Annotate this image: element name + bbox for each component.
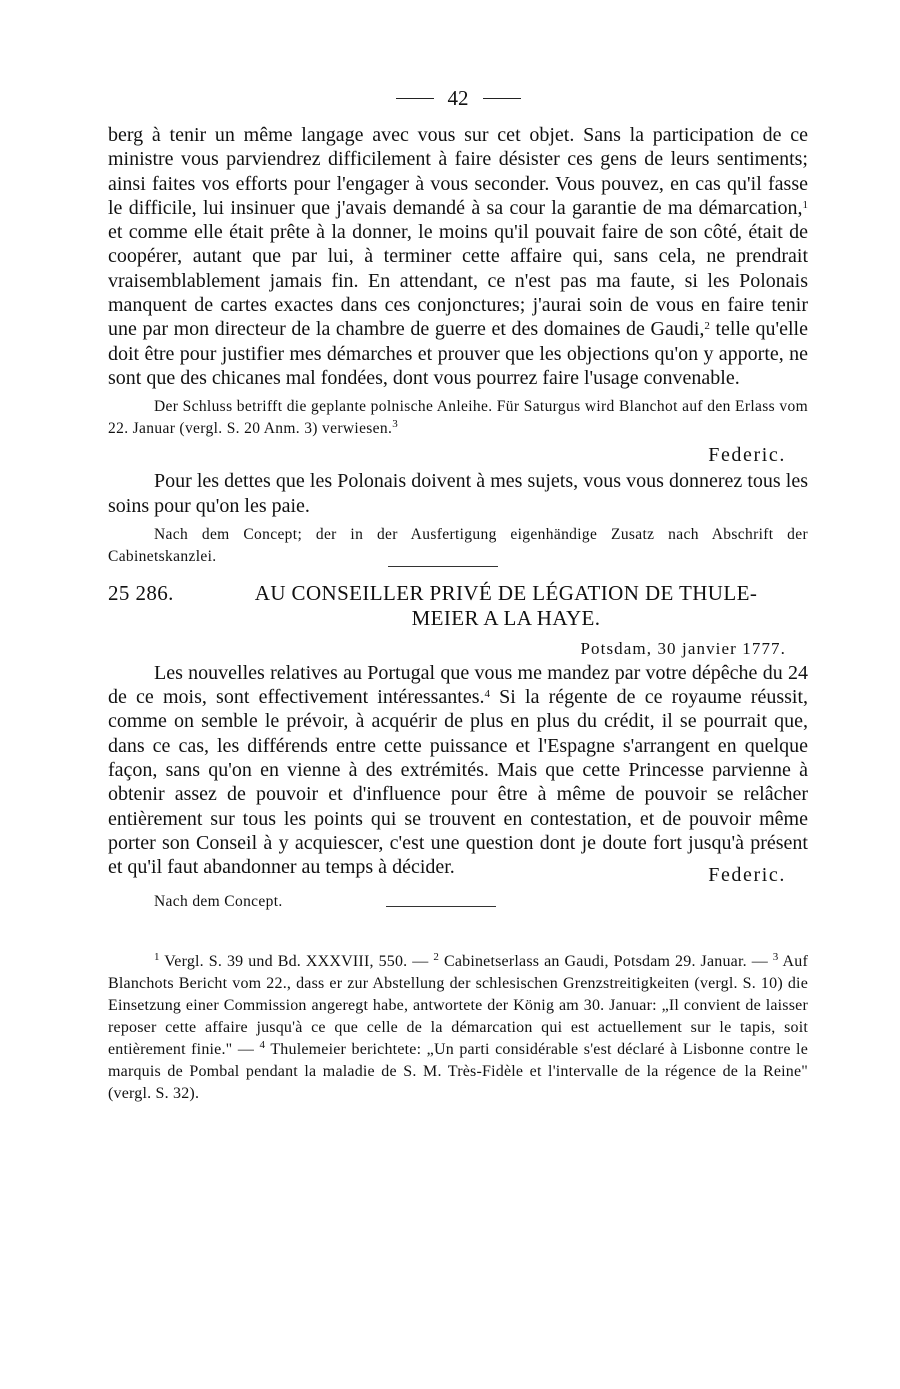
header-rule-right	[483, 98, 521, 99]
footnote-ref-4: 4	[484, 688, 490, 701]
letter-title-line1: AU CONSEILLER PRIVÉ DE LÉGATION DE THULE-	[254, 580, 758, 605]
footnotes-text	[108, 951, 808, 1105]
source-note: Nach dem Concept; der in der Ausfertigung eigenhändige Zusatz nach Abschrift der Cabinetskanzlei.	[108, 525, 808, 565]
letter-end-paragraph	[108, 123, 808, 390]
footnote-marker-4: 4	[259, 1038, 266, 1051]
source-note-2: Nach dem Concept.	[154, 892, 283, 910]
footnote-ref-1: 1	[802, 198, 808, 211]
paragraph-text-a: berg à tenir un même langage avec vous sur cet objet. Sans la participation de ce ministre vous parviendrez difficilement à faire désister ces gens de leurs sentiments; ainsi faites vos efforts pour l'engager à vous seconder. Vous pouvez, en cas qu'il fasse le difficile, lui insinuer que j'avais demandé à sa cour la garantie de ma démarcation,	[108, 124, 808, 219]
signature-2: Federic.	[708, 863, 786, 886]
letter-heading	[108, 581, 808, 631]
footnote-1: Vergl. S. 39 und Bd. XXXVIII, 550. —	[159, 952, 434, 970]
signature: Federic.	[708, 444, 786, 467]
footnote-3: Auf Blanchots Bericht vom 22., dass er zur Abstellung der schlesischen Grenzstreitigkeiten (vergl. S. 10) die Einsetzung einer Commission angeregt habe, antwortete der König am 30. Januar: „Il convient de laisser reposer cette affaire jusqu'à ce que celle de la démarcation qui est actuellement sur le tapis, soit entièrement finie." —	[108, 952, 808, 1058]
paragraph-text-b: et comme elle était prête à la donner, le moins qu'il pouvait faire de son côté, était de coopérer, autant que par lui, à terminer cette affaire qui, sans cela, ne prendrait vraisemblablement jamais fin. En attendant, ce n'est pas ma faute, si les Polonais manquent de cartes exactes dans ces conjonctures; j'aurai soin de vous en faire tenir une par mon directeur de la chambre de guerre et des domaines de Gaudi,	[108, 221, 808, 341]
footnote-marker-2: 2	[433, 950, 440, 963]
separator-rule	[388, 566, 498, 567]
footnote-marker-3: 3	[772, 950, 779, 963]
footnote-4: Thulemeier berichtete: „Un parti considérable s'est déclaré à Lisbonne contre le marquis de Pombal pendant la maladie de S. M. Très-Fidèle et l'intervalle de la régence de la Reine" (vergl. S. 32).	[108, 1040, 808, 1102]
editorial-note	[108, 396, 808, 440]
page-header	[108, 86, 808, 111]
letter-text-b: Si la régente de ce royaume réussit, comme on semble le prévoir, à acquérir de plus en plus du crédit, il se pourrait que, dans ce cas, les différends entre cette puissance et l'Espagne s'arrangent en quelque façon, sans qu'on en vienne à des extrémités. Mais que cette Princesse parvienne à obtenir assez de pouvoir et d'influence pour être à même de pouvoir se relâcher entièrement sur tous les points qui se trouvent en contestation, et de pouvoir même porter son Conseil à y acquiescer, c'est une question dont je doute fort jusqu'à présent et qu'il faut abandonner au temps à décider.	[108, 686, 809, 879]
letter-title-line2: MEIER A LA HAYE.	[411, 605, 601, 630]
dateline: Potsdam, 30 janvier 1777.	[580, 638, 786, 658]
document-page	[108, 86, 808, 1105]
header-rule-left	[396, 98, 434, 99]
separator-rule-2	[386, 906, 496, 907]
footnotes	[108, 951, 808, 1105]
editorial-note-text: Der Schluss betrifft die geplante polnische Anleihe. Für Saturgus wird Blanchot auf den Erlass vom 22. Januar (vergl. S. 20 Anm. 3) verwiesen.	[108, 398, 808, 438]
footnote-marker-1: 1	[154, 950, 160, 963]
letter-title	[204, 581, 808, 631]
paragraph-text-c: telle qu'elle doit être pour justifier mes démarches et prouver que les objections qu'on y apporte, ne sont que des chicanes mal fondées, dont vous pourrez faire l'usage convenable.	[108, 318, 808, 389]
postscript: Pour les dettes que les Polonais doivent à mes sujets, vous vous donnerez tous les soins pour qu'on les paie.	[108, 470, 808, 517]
footnote-ref-2: 2	[704, 320, 710, 333]
footnote-2: Cabinetserlass an Gaudi, Potsdam 29. Januar. —	[439, 952, 773, 970]
footnote-ref-3: 3	[392, 418, 399, 431]
letter-text-a: Les nouvelles relatives au Portugal que vous me mandez par votre dépêche du 24 de ce mois, sont effectivement intéressantes.	[108, 661, 808, 709]
source-note-row	[108, 891, 808, 913]
page-number: 42	[447, 86, 469, 110]
letter-paragraph	[108, 661, 808, 880]
letter-number: 25 286.	[108, 580, 174, 605]
